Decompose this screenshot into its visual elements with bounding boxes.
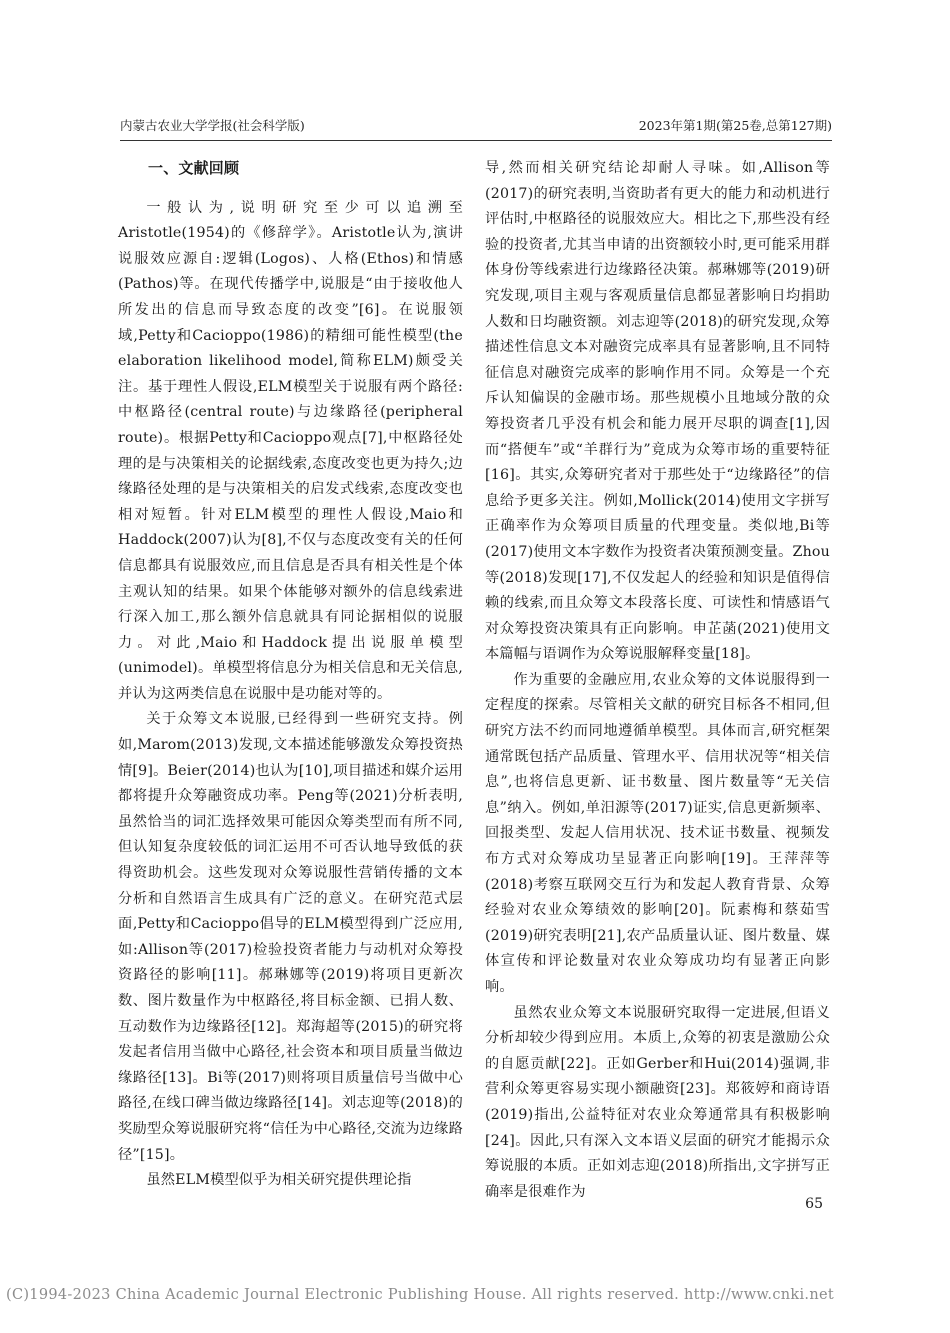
section-heading: 一、文献回顾: [148, 159, 240, 177]
copyright-footer: (C)1994-2023 China Academic Journal Electronic Publishing House. All rights reserved. http://www.cnki.net: [6, 1287, 834, 1303]
paragraph: 作为重要的金融应用,农业众筹的文体说服得到一定程度的探索。尽管相关文献的研究目标各不相同,但研究方法不约而同地遵循单模型。具体而言,研究框架通常既包括产品质量、管理水平、信用状况等“相关信息”,也将信息更新、证书数量、图片数量等“无关信息”纳入。例如,单汨源等(2017)证实,信息更新频率、回报类型、发起人信用状况、技术证书数量、视频发布方式对众筹成功呈显著正向影响[19]。王萍萍等(2018)考察互联网交互行为和发起人教育背景、众筹经验对农业众筹绩效的影响[20]。阮素梅和蔡茹雪(2019)研究表明[21],农产品质量认证、图片数量、媒体宣传和评论数量对农业众筹成功均有显著正向影响。: [485, 671, 830, 995]
issue-info: 2023年第1期(第25卷,总第127期): [638, 118, 832, 133]
paragraph: 关于众筹文本说服,已经得到一些研究支持。例如,Marom(2013)发现,文本描述能够激发众筹投资热情[9]。Beier(2014)也认为[10],项目描述和媒介运用都将提升众筹融资成功率。Peng等(2021)分析表明,虽然恰当的词汇选择效果可能因众筹类型而有所不同,但认知复杂度较低的词汇运用不可否认地导致低的获得资助机会。这些发现对众筹说服性营销传播的文本分析和自然语言生成具有广泛的意义。在研究范式层面,Petty和Cacioppo倡导的ELM模型得到广泛应用,如:Allison等(2017)检验投资者能力与动机对众筹投资路径的影响[11]。郝琳娜等(2019)将项目更新次数、图片数量作为中枢路径,将目标金额、已捐人数、互动数作为边缘路径[12]。郑海超等(2015)的研究将发起者信用当做中心路径,社会资本和项目质量当做边缘路径[13]。Bi等(2017)则将项目质量信号当做中心路径,在线口碑当做边缘路径[14]。刘志迎等(2018)的奖励型众筹说服研究将“信任为中心路径,交流为边缘路径”[15]。: [118, 711, 463, 1163]
paragraph: 虽然ELM模型似乎为相关研究提供理论指: [146, 1172, 412, 1189]
running-header: [120, 114, 832, 136]
page-number: 65: [805, 1196, 823, 1212]
journal-title: 内蒙古农业大学学报(社会科学版): [120, 118, 305, 133]
header-rule: [120, 140, 832, 141]
left-column: [118, 156, 463, 1194]
paragraph: 导,然而相关研究结论却耐人寻味。如,Allison等(2017)的研究表明,当资助者有更大的能力和动机进行评估时,中枢路径的说服效应大。相比之下,那些没有经验的投资者,尤其当申请的出资额较小时,更可能采用群体身份等线索进行边缘路径决策。郝琳娜等(2019)研究发现,项目主观与客观质量信息都显著影响日均捐助人数和日均融资额。刘志迎等(2018)的研究发现,众筹描述性信息文本对融资完成率具有显著影响,且不同特征信息对融资完成率的影响作用不同。众筹是一个充斥认知偏误的金融市场。那些规模小且地域分散的众筹投资者几乎没有机会和能力展开尽职的调查[1],因而“搭便车”或“羊群行为”竟成为众筹市场的重要特征[16]。其实,众筹研究者对于那些处于“边缘路径”的信息给予更多关注。例如,Mollick(2014)使用文字拼写正确率作为众筹项目质量的代理变量。类似地,Bi等(2017)使用文本字数作为投资者决策预测变量。Zhou等(2018)发现[17],不仅发起人的经验和知识是值得信赖的线索,而且众筹文本段落长度、可读性和情感语气对众筹投资决策具有正向影响。申芷菡(2021)使用文本篇幅与语调作为众筹说服解释变量[18]。: [485, 160, 830, 663]
right-column: [485, 156, 830, 1205]
paragraph: 一般认为,说明研究至少可以追溯至Aristotle(1954)的《修辞学》。Aristotle认为,演讲说服效应源自:逻辑(Logos)、人格(Ethos)和情感(Pathos)等。在现代传播学中,说服是“由于接收他人所发出的信息而导致态度的改变”[6]。在说服领域,Petty和Cacioppo(1986)的精细可能性模型(the elaboration likelihood model,简称ELM)颇受关注。基于理性人假设,ELM模型关于说服有两个路径:中枢路径(central route)与边缘路径(peripheral route)。根据Petty和Cacioppo观点[7],中枢路径处理的是与决策相关的论据线索,态度改变也更为持久;边缘路径处理的是与决策相关的启发式线索,态度改变也相对短暂。针对ELM模型的理性人假设,Maio和Haddock(2007)认为[8],不仅与态度改变有关的任何信息都具有说服效应,而且信息是否具有相关性是个体主观认知的结果。如果个体能够对额外的信息线索进行深入加工,那么额外信息就具有同论据相似的说服力。对此,Maio和Haddock提出说服单模型(unimodel)。单模型将信息分为相关信息和无关信息,并认为这两类信息在说服中是功能对等的。: [118, 199, 463, 702]
paragraph: 虽然农业众筹文本说服研究取得一定进展,但语义分析却较少得到应用。本质上,众筹的初衷是激励公众的自愿贡献[22]。正如Gerber和Hui(2014)强调,非营利众筹更容易实现小额融资[23]。郑筱婷和商诗语(2019)指出,公益特征对农业众筹通常具有积极影响[24]。因此,只有深入文本语义层面的研究才能揭示众筹说服的本质。正如刘志迎(2018)所指出,文字拼写正确率是很难作为: [485, 1004, 830, 1200]
